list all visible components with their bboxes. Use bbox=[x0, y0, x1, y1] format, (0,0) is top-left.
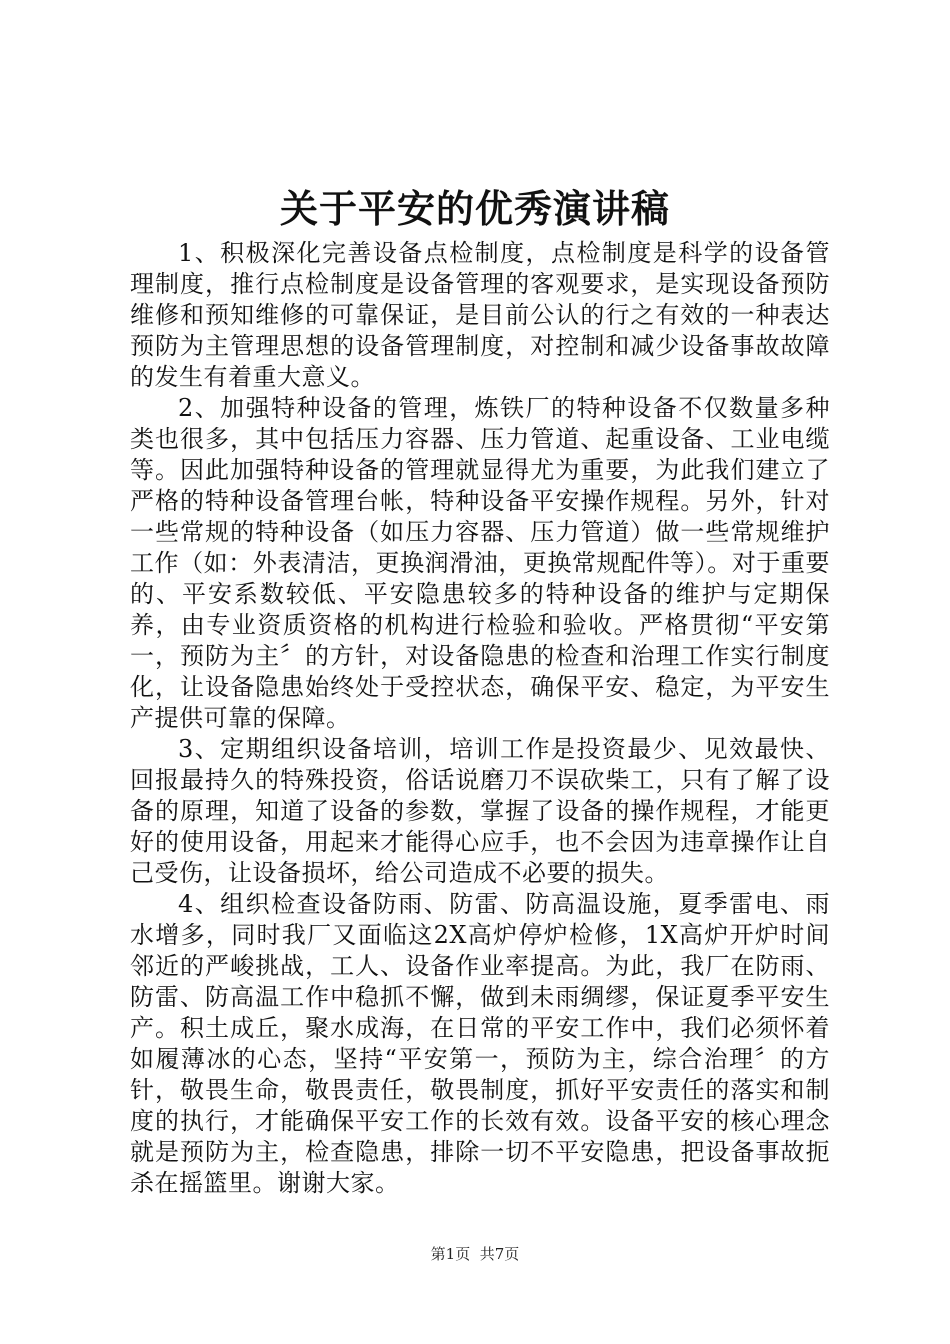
page-footer bbox=[0, 1244, 950, 1264]
paragraph-4: 4、组织检查设备防雨、防雷、防高温设施，夏季雷电、雨水增多，同时我厂又面临这2X高炉停炉检修，1X高炉开炉时间邻近的严峻挑战，工人、设备作业率提高。为此，我厂在防雨、防雷、防高温工作中稳抓不懈，做到未雨绸缪，保证夏季平安生产。积土成丘，聚水成海，在日常的平安工作中，我们必须怀着如履薄冰的心态，坚持“平安第一，预防为主，综合治理〞的方针，敬畏生命，敬畏责任，敬畏制度，抓好平安责任的落实和制度的执行，才能确保平安工作的长效有效。设备平安的核心理念就是预防为主，检查隐患，排除一切不平安隐患，把设备事故扼杀在摇篮里。谢谢大家。 bbox=[130, 890, 830, 1197]
page-title: 关于平安的优秀演讲稿 bbox=[279, 186, 670, 231]
document-body bbox=[130, 238, 830, 1199]
page-number: 第1页 bbox=[430, 1245, 471, 1263]
paragraph-3: 3、定期组织设备培训，培训工作是投资最少、见效最快、回报最持久的特殊投资，俗话说磨刀不误砍柴工，只有了解了设备的原理，知道了设备的参数，掌握了设备的操作规程，才能更好的使用设备，用起来才能得心应手，也不会因为违章操作让自己受伤，让设备损坏，给公司造成不必要的损失。 bbox=[130, 735, 830, 887]
paragraph-1: 1、积极深化完善设备点检制度，点检制度是科学的设备管理制度，推行点检制度是设备管理的客观要求，是实现设备预防维修和预知维修的可靠保证，是目前公认的行之有效的一种表达预防为主管理思想的设备管理制度，对控制和减少设备事故故障的发生有着重大意义。 bbox=[130, 239, 830, 391]
paragraph-2: 2、加强特种设备的管理，炼铁厂的特种设备不仅数量多种类也很多，其中包括压力容器、压力管道、起重设备、工业电缆等。因此加强特种设备的管理就显得尤为重要，为此我们建立了严格的特种设备管理台帐，特种设备平安操作规程。另外，针对一些常规的特种设备（如压力容器、压力管道）做一些常规维护工作（如：外表清洁，更换润滑油，更换常规配件等）。对于重要的、平安系数较低、平安隐患较多的特种设备的维护与定期保养，由专业资质资格的机构进行检验和验收。严格贯彻“平安第一，预防为主〞的方针，对设备隐患的检查和治理工作实行制度化，让设备隐患始终处于受控状态，确保平安、稳定，为平安生产提供可靠的保障。 bbox=[130, 394, 830, 732]
page-total: 共7页 bbox=[479, 1245, 520, 1263]
